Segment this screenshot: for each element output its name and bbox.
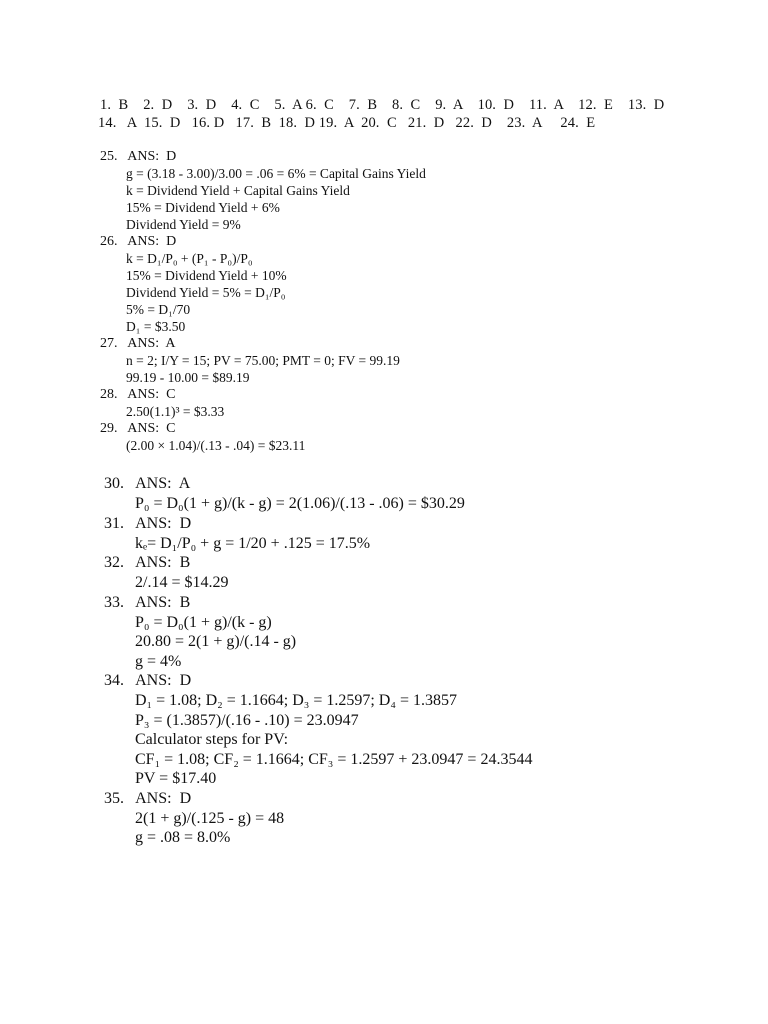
answer-heading: 32. ANS: B [104,554,191,571]
solution-line: g = 4% [135,652,182,670]
solution-line: Dividend Yield = 5% = D₁/P₀ [126,285,286,300]
answer-block [100,335,700,386]
solution-line: g = .08 = 8.0% [135,829,231,846]
solution-line: kₑ= D₁/P₀ + g = 1/20 + .125 = 17.5% [135,534,371,552]
solution-line: 15% = Dividend Yield + 6% [126,200,280,215]
solution-line: k = D₁/P₀ + (P₁ - P₀)/P₀ [126,251,253,266]
solution-line: P₀ = D₀(1 + g)/(k - g) [135,613,272,631]
solution-line: 20.80 = 2(1 + g)/(.14 - g) [135,633,297,650]
answer-key-row-1: 1. B 2. D 3. D 4. C 5. A 6. C 7. B 8. C 9. A 10. D 11. A 12. E 13. D [100,97,665,113]
answer-heading: 25. ANS: D [100,149,177,164]
solution-line: D₁ = 1.08; D₂ = 1.1664; D₃ = 1.2597; D₄ = 1.3857 [135,692,457,709]
answer-heading: 31. ANS: D [104,514,192,532]
solution-line: D₁ = $3.50 [126,319,186,334]
solution-line: CF₁ = 1.08; CF₂ = 1.1664; CF₃ = 1.2597 + 23.0947 = 24.3544 [135,750,533,768]
worked-answers-section-2 [104,474,704,848]
solution-line: 5% = D₁/70 [126,302,191,317]
answer-block [100,233,700,335]
answer-block [104,671,704,789]
answer-heading: 33. ANS: B [104,593,191,611]
answer-block [104,553,704,593]
solution-line: Dividend Yield = 9% [126,217,241,232]
answer-block [104,789,704,848]
solution-line: P₃ = (1.3857)/(.16 - .10) = 23.0947 [135,711,359,729]
solution-line: (2.00 × 1.04)/(.13 - .04) = $23.11 [126,438,306,453]
answer-key-row-2: 14. A 15. D 16. D 17. B 18. D 19. A 20. C 21. D 22. D 23. A 24. E [98,115,596,131]
solution-line: 2.50(1.1)³ = $3.33 [126,404,225,419]
answer-block [104,474,704,514]
answer-heading: 26. ANS: D [100,234,177,249]
answer-heading: 35. ANS: D [104,789,192,807]
answer-heading: 30. ANS: A [104,475,191,492]
answer-heading: 34. ANS: D [104,672,192,689]
answer-block [100,420,700,454]
answer-heading: 27. ANS: A [100,336,176,351]
solution-line: k = Dividend Yield + Capital Gains Yield [126,183,350,198]
answer-heading: 28. ANS: C [100,387,176,402]
answer-block [100,386,700,420]
worked-answers-section-1 [100,148,700,454]
solution-line: 15% = Dividend Yield + 10% [126,268,287,283]
solution-line: g = (3.18 - 3.00)/3.00 = .06 = 6% = Capital Gains Yield [126,166,426,181]
answer-block [104,593,704,672]
answer-heading: 29. ANS: C [100,421,176,436]
solution-line: 99.19 - 10.00 = $89.19 [126,370,250,385]
solution-line: P₀ = D₀(1 + g)/(k - g) = 2(1.06)/(.13 - .06) = $30.29 [135,495,465,512]
solution-line: n = 2; I/Y = 15; PV = 75.00; PMT = 0; FV = 99.19 [126,353,400,368]
answer-block [104,514,704,554]
solution-line: 2/.14 = $14.29 [135,574,229,591]
solution-line: PV = $17.40 [135,770,217,787]
answer-block [100,148,700,233]
solution-line: Calculator steps for PV: [135,731,289,748]
solution-line: 2(1 + g)/(.125 - g) = 48 [135,809,285,827]
